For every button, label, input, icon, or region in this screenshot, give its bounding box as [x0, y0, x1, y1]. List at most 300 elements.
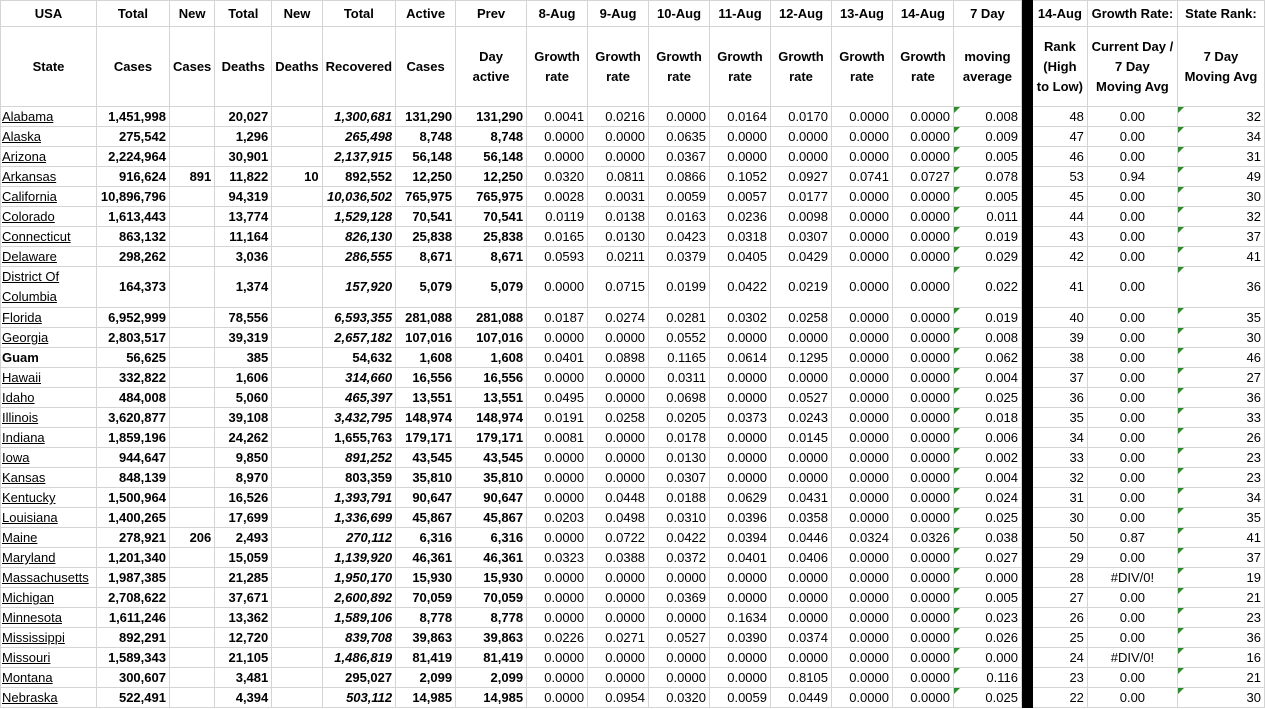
state-rank-cell[interactable]: 41 — [1177, 247, 1264, 267]
growth-rate-cell[interactable]: 0.0429 — [771, 247, 832, 267]
column-header[interactable]: Total — [96, 1, 169, 27]
growth-rate-cell[interactable]: 0.0000 — [831, 328, 892, 348]
growth-rate-cell[interactable]: 0.0000 — [710, 468, 771, 488]
column-header[interactable]: Day active — [456, 27, 527, 107]
moving-average-cell[interactable]: 0.005 — [953, 187, 1021, 207]
new-deaths-cell[interactable] — [272, 308, 322, 328]
column-header[interactable]: 10-Aug — [649, 1, 710, 27]
state-rank-cell[interactable]: 30 — [1177, 328, 1264, 348]
growth-rate-cell[interactable]: 0.0243 — [771, 408, 832, 428]
growth-rate-cell[interactable]: 0.0552 — [649, 328, 710, 348]
growth-rate-cell[interactable]: 0.0000 — [831, 428, 892, 448]
growth-rate-cell[interactable]: 0.0000 — [710, 388, 771, 408]
total-deaths-cell[interactable]: 21,285 — [215, 568, 272, 588]
ratio-cell[interactable]: #DIV/0! — [1087, 648, 1177, 668]
growth-rate-cell[interactable]: 0.0927 — [771, 167, 832, 187]
active-cases-cell[interactable]: 8,778 — [396, 608, 456, 628]
growth-rate-cell[interactable]: 0.0081 — [527, 428, 588, 448]
growth-rate-cell[interactable]: 0.0320 — [527, 167, 588, 187]
recovered-cell[interactable]: 2,657,182 — [322, 328, 395, 348]
new-cases-cell[interactable] — [169, 408, 214, 428]
state-rank-cell[interactable]: 23 — [1177, 448, 1264, 468]
active-cases-cell[interactable]: 81,419 — [396, 648, 456, 668]
growth-rate-cell[interactable]: 0.0326 — [892, 528, 953, 548]
new-cases-cell[interactable] — [169, 688, 214, 708]
rank-cell[interactable]: 23 — [1032, 668, 1087, 688]
state-rank-cell[interactable]: 27 — [1177, 368, 1264, 388]
total-deaths-cell[interactable]: 1,606 — [215, 368, 272, 388]
growth-rate-cell[interactable]: 0.0000 — [892, 588, 953, 608]
growth-rate-cell[interactable]: 0.0727 — [892, 167, 953, 187]
total-cases-cell[interactable]: 1,589,343 — [96, 648, 169, 668]
moving-average-cell[interactable]: 0.000 — [953, 568, 1021, 588]
growth-rate-cell[interactable]: 0.0311 — [649, 368, 710, 388]
recovered-cell[interactable]: 1,486,819 — [322, 648, 395, 668]
ratio-cell[interactable]: 0.00 — [1087, 588, 1177, 608]
growth-rate-cell[interactable]: 0.0401 — [527, 348, 588, 368]
column-header[interactable]: 11-Aug — [710, 1, 771, 27]
recovered-cell[interactable]: 295,027 — [322, 668, 395, 688]
new-deaths-cell[interactable] — [272, 488, 322, 508]
moving-average-cell[interactable]: 0.000 — [953, 648, 1021, 668]
total-cases-cell[interactable]: 300,607 — [96, 668, 169, 688]
state-cell[interactable]: Minnesota — [1, 608, 97, 628]
rank-cell[interactable]: 42 — [1032, 247, 1087, 267]
state-rank-cell[interactable]: 35 — [1177, 308, 1264, 328]
growth-rate-cell[interactable]: 0.0000 — [588, 608, 649, 628]
growth-rate-cell[interactable]: 0.0000 — [831, 247, 892, 267]
state-cell[interactable]: Indiana — [1, 428, 97, 448]
new-cases-cell[interactable] — [169, 548, 214, 568]
new-cases-cell[interactable] — [169, 187, 214, 207]
growth-rate-cell[interactable]: 0.0367 — [649, 147, 710, 167]
growth-rate-cell[interactable]: 0.0130 — [649, 448, 710, 468]
recovered-cell[interactable]: 1,300,681 — [322, 107, 395, 127]
growth-rate-cell[interactable]: 0.0119 — [527, 207, 588, 227]
new-deaths-cell[interactable] — [272, 408, 322, 428]
recovered-cell[interactable]: 265,498 — [322, 127, 395, 147]
prev-active-cell[interactable]: 131,290 — [456, 107, 527, 127]
column-header[interactable]: Recovered — [322, 27, 395, 107]
growth-rate-cell[interactable]: 0.0000 — [892, 688, 953, 708]
prev-active-cell[interactable]: 70,541 — [456, 207, 527, 227]
recovered-cell[interactable]: 1,393,791 — [322, 488, 395, 508]
state-rank-cell[interactable]: 30 — [1177, 187, 1264, 207]
state-cell[interactable]: Georgia — [1, 328, 97, 348]
moving-average-cell[interactable]: 0.025 — [953, 508, 1021, 528]
state-rank-cell[interactable]: 36 — [1177, 267, 1264, 308]
new-cases-cell[interactable] — [169, 648, 214, 668]
growth-rate-cell[interactable]: 0.0396 — [710, 508, 771, 528]
growth-rate-cell[interactable]: 0.0372 — [649, 548, 710, 568]
total-deaths-cell[interactable]: 3,036 — [215, 247, 272, 267]
growth-rate-cell[interactable]: 0.0219 — [771, 267, 832, 308]
column-header[interactable]: 12-Aug — [771, 1, 832, 27]
new-deaths-cell[interactable] — [272, 247, 322, 267]
growth-rate-cell[interactable]: 0.0635 — [649, 127, 710, 147]
growth-rate-cell[interactable]: 0.0379 — [649, 247, 710, 267]
column-header[interactable]: Cases — [96, 27, 169, 107]
state-rank-cell[interactable]: 37 — [1177, 548, 1264, 568]
column-header[interactable]: Current Day / 7 Day Moving Avg — [1087, 27, 1177, 107]
growth-rate-cell[interactable]: 0.1165 — [649, 348, 710, 368]
prev-active-cell[interactable]: 281,088 — [456, 308, 527, 328]
total-cases-cell[interactable]: 916,624 — [96, 167, 169, 187]
new-deaths-cell[interactable] — [272, 608, 322, 628]
growth-rate-cell[interactable]: 0.0000 — [527, 328, 588, 348]
moving-average-cell[interactable]: 0.024 — [953, 488, 1021, 508]
state-rank-cell[interactable]: 21 — [1177, 588, 1264, 608]
state-rank-cell[interactable]: 23 — [1177, 608, 1264, 628]
total-deaths-cell[interactable]: 39,319 — [215, 328, 272, 348]
new-deaths-cell[interactable] — [272, 147, 322, 167]
total-cases-cell[interactable]: 1,613,443 — [96, 207, 169, 227]
state-rank-cell[interactable]: 33 — [1177, 408, 1264, 428]
state-cell[interactable]: Colorado — [1, 207, 97, 227]
state-rank-cell[interactable]: 16 — [1177, 648, 1264, 668]
growth-rate-cell[interactable]: 0.0098 — [771, 207, 832, 227]
column-header[interactable]: 13-Aug — [831, 1, 892, 27]
new-cases-cell[interactable]: 891 — [169, 167, 214, 187]
column-header[interactable]: Deaths — [272, 27, 322, 107]
total-cases-cell[interactable]: 56,625 — [96, 348, 169, 368]
growth-rate-cell[interactable]: 0.0165 — [527, 227, 588, 247]
total-deaths-cell[interactable]: 11,164 — [215, 227, 272, 247]
recovered-cell[interactable]: 465,397 — [322, 388, 395, 408]
new-deaths-cell[interactable] — [272, 668, 322, 688]
growth-rate-cell[interactable]: 0.0000 — [710, 568, 771, 588]
new-deaths-cell[interactable] — [272, 127, 322, 147]
state-rank-cell[interactable]: 30 — [1177, 688, 1264, 708]
total-deaths-cell[interactable]: 37,671 — [215, 588, 272, 608]
recovered-cell[interactable]: 3,432,795 — [322, 408, 395, 428]
growth-rate-cell[interactable]: 0.0000 — [588, 388, 649, 408]
new-cases-cell[interactable] — [169, 388, 214, 408]
growth-rate-cell[interactable]: 0.0000 — [831, 488, 892, 508]
growth-rate-cell[interactable]: 0.0000 — [588, 368, 649, 388]
growth-rate-cell[interactable]: 0.0000 — [892, 668, 953, 688]
ratio-cell[interactable]: 0.00 — [1087, 668, 1177, 688]
growth-rate-cell[interactable]: 0.0000 — [710, 448, 771, 468]
growth-rate-cell[interactable]: 0.0000 — [527, 488, 588, 508]
moving-average-cell[interactable]: 0.005 — [953, 588, 1021, 608]
ratio-cell[interactable]: 0.87 — [1087, 528, 1177, 548]
prev-active-cell[interactable]: 15,930 — [456, 568, 527, 588]
total-deaths-cell[interactable]: 30,901 — [215, 147, 272, 167]
moving-average-cell[interactable]: 0.026 — [953, 628, 1021, 648]
growth-rate-cell[interactable]: 0.0318 — [710, 227, 771, 247]
new-deaths-cell[interactable] — [272, 328, 322, 348]
prev-active-cell[interactable]: 90,647 — [456, 488, 527, 508]
total-cases-cell[interactable]: 10,896,796 — [96, 187, 169, 207]
growth-rate-cell[interactable]: 0.0205 — [649, 408, 710, 428]
state-rank-cell[interactable]: 46 — [1177, 348, 1264, 368]
column-header[interactable]: Growth rate — [588, 27, 649, 107]
state-rank-cell[interactable]: 36 — [1177, 628, 1264, 648]
active-cases-cell[interactable]: 6,316 — [396, 528, 456, 548]
new-cases-cell[interactable] — [169, 468, 214, 488]
growth-rate-cell[interactable]: 0.0000 — [892, 488, 953, 508]
prev-active-cell[interactable]: 70,059 — [456, 588, 527, 608]
recovered-cell[interactable]: 503,112 — [322, 688, 395, 708]
growth-rate-cell[interactable]: 0.0000 — [527, 588, 588, 608]
new-cases-cell[interactable] — [169, 428, 214, 448]
total-cases-cell[interactable]: 1,201,340 — [96, 548, 169, 568]
new-deaths-cell[interactable] — [272, 388, 322, 408]
total-deaths-cell[interactable]: 16,526 — [215, 488, 272, 508]
column-header[interactable]: 7 Day — [953, 1, 1021, 27]
ratio-cell[interactable]: #DIV/0! — [1087, 568, 1177, 588]
growth-rate-cell[interactable]: 0.0059 — [649, 187, 710, 207]
ratio-cell[interactable]: 0.00 — [1087, 147, 1177, 167]
growth-rate-cell[interactable]: 0.0000 — [831, 448, 892, 468]
growth-rate-cell[interactable]: 0.0449 — [771, 688, 832, 708]
prev-active-cell[interactable]: 16,556 — [456, 368, 527, 388]
growth-rate-cell[interactable]: 0.0170 — [771, 107, 832, 127]
total-deaths-cell[interactable]: 1,374 — [215, 267, 272, 308]
active-cases-cell[interactable]: 46,361 — [396, 548, 456, 568]
growth-rate-cell[interactable]: 0.0527 — [649, 628, 710, 648]
total-cases-cell[interactable]: 1,451,998 — [96, 107, 169, 127]
growth-rate-cell[interactable]: 0.0000 — [892, 348, 953, 368]
rank-cell[interactable]: 33 — [1032, 448, 1087, 468]
total-cases-cell[interactable]: 2,224,964 — [96, 147, 169, 167]
growth-rate-cell[interactable]: 0.0000 — [588, 147, 649, 167]
growth-rate-cell[interactable]: 0.0188 — [649, 488, 710, 508]
new-deaths-cell[interactable] — [272, 588, 322, 608]
growth-rate-cell[interactable]: 0.0866 — [649, 167, 710, 187]
growth-rate-cell[interactable]: 0.0722 — [588, 528, 649, 548]
ratio-cell[interactable]: 0.00 — [1087, 348, 1177, 368]
growth-rate-cell[interactable]: 0.0000 — [892, 448, 953, 468]
growth-rate-cell[interactable]: 0.0000 — [588, 328, 649, 348]
ratio-cell[interactable]: 0.00 — [1087, 548, 1177, 568]
growth-rate-cell[interactable]: 0.0324 — [831, 528, 892, 548]
prev-active-cell[interactable]: 46,361 — [456, 548, 527, 568]
moving-average-cell[interactable]: 0.002 — [953, 448, 1021, 468]
growth-rate-cell[interactable]: 0.0000 — [771, 468, 832, 488]
moving-average-cell[interactable]: 0.023 — [953, 608, 1021, 628]
growth-rate-cell[interactable]: 0.0000 — [831, 648, 892, 668]
active-cases-cell[interactable]: 2,099 — [396, 668, 456, 688]
new-deaths-cell[interactable] — [272, 227, 322, 247]
growth-rate-cell[interactable]: 0.0000 — [771, 328, 832, 348]
growth-rate-cell[interactable]: 0.0369 — [649, 588, 710, 608]
total-deaths-cell[interactable]: 12,720 — [215, 628, 272, 648]
total-cases-cell[interactable]: 2,803,517 — [96, 328, 169, 348]
total-deaths-cell[interactable]: 3,481 — [215, 668, 272, 688]
column-header[interactable]: Cases — [169, 27, 214, 107]
state-cell[interactable]: Nebraska — [1, 688, 97, 708]
growth-rate-cell[interactable]: 0.0000 — [892, 127, 953, 147]
growth-rate-cell[interactable]: 0.0000 — [771, 588, 832, 608]
state-cell[interactable]: Missouri — [1, 648, 97, 668]
growth-rate-cell[interactable]: 0.0000 — [527, 648, 588, 668]
growth-rate-cell[interactable]: 0.0000 — [831, 548, 892, 568]
growth-rate-cell[interactable]: 0.0000 — [771, 147, 832, 167]
growth-rate-cell[interactable]: 0.0000 — [831, 568, 892, 588]
growth-rate-cell[interactable]: 0.0000 — [771, 648, 832, 668]
moving-average-cell[interactable]: 0.116 — [953, 668, 1021, 688]
growth-rate-cell[interactable]: 0.0271 — [588, 628, 649, 648]
total-cases-cell[interactable]: 484,008 — [96, 388, 169, 408]
active-cases-cell[interactable]: 179,171 — [396, 428, 456, 448]
growth-rate-cell[interactable]: 0.0614 — [710, 348, 771, 368]
new-deaths-cell[interactable]: 10 — [272, 167, 322, 187]
ratio-cell[interactable]: 0.00 — [1087, 508, 1177, 528]
growth-rate-cell[interactable]: 0.0000 — [710, 147, 771, 167]
growth-rate-cell[interactable]: 0.0000 — [892, 267, 953, 308]
ratio-cell[interactable]: 0.00 — [1087, 628, 1177, 648]
total-deaths-cell[interactable]: 4,394 — [215, 688, 272, 708]
moving-average-cell[interactable]: 0.029 — [953, 247, 1021, 267]
total-cases-cell[interactable]: 1,611,246 — [96, 608, 169, 628]
recovered-cell[interactable]: 839,708 — [322, 628, 395, 648]
growth-rate-cell[interactable]: 0.0422 — [649, 528, 710, 548]
moving-average-cell[interactable]: 0.025 — [953, 388, 1021, 408]
growth-rate-cell[interactable]: 0.0000 — [831, 308, 892, 328]
growth-rate-cell[interactable]: 0.0000 — [892, 187, 953, 207]
new-cases-cell[interactable] — [169, 448, 214, 468]
recovered-cell[interactable]: 54,632 — [322, 348, 395, 368]
column-header[interactable]: Total — [322, 1, 395, 27]
prev-active-cell[interactable]: 12,250 — [456, 167, 527, 187]
growth-rate-cell[interactable]: 0.0000 — [771, 608, 832, 628]
column-header[interactable]: Growth Rate: — [1087, 1, 1177, 27]
growth-rate-cell[interactable]: 0.0000 — [892, 247, 953, 267]
growth-rate-cell[interactable]: 0.0177 — [771, 187, 832, 207]
active-cases-cell[interactable]: 5,079 — [396, 267, 456, 308]
prev-active-cell[interactable]: 35,810 — [456, 468, 527, 488]
active-cases-cell[interactable]: 281,088 — [396, 308, 456, 328]
growth-rate-cell[interactable]: 0.0258 — [588, 408, 649, 428]
growth-rate-cell[interactable]: 0.0401 — [710, 548, 771, 568]
moving-average-cell[interactable]: 0.027 — [953, 548, 1021, 568]
growth-rate-cell[interactable]: 0.0000 — [831, 127, 892, 147]
moving-average-cell[interactable]: 0.006 — [953, 428, 1021, 448]
recovered-cell[interactable]: 826,130 — [322, 227, 395, 247]
state-cell[interactable]: Alaska — [1, 127, 97, 147]
prev-active-cell[interactable]: 1,608 — [456, 348, 527, 368]
active-cases-cell[interactable]: 56,148 — [396, 147, 456, 167]
growth-rate-cell[interactable]: 0.0236 — [710, 207, 771, 227]
growth-rate-cell[interactable]: 0.0258 — [771, 308, 832, 328]
column-header[interactable]: Growth rate — [710, 27, 771, 107]
growth-rate-cell[interactable]: 0.0000 — [527, 608, 588, 628]
prev-active-cell[interactable]: 8,671 — [456, 247, 527, 267]
growth-rate-cell[interactable]: 0.0138 — [588, 207, 649, 227]
growth-rate-cell[interactable]: 0.0000 — [588, 468, 649, 488]
growth-rate-cell[interactable]: 0.0000 — [892, 227, 953, 247]
new-deaths-cell[interactable] — [272, 267, 322, 308]
growth-rate-cell[interactable]: 0.0000 — [831, 187, 892, 207]
state-rank-cell[interactable]: 37 — [1177, 227, 1264, 247]
new-deaths-cell[interactable] — [272, 368, 322, 388]
new-cases-cell[interactable] — [169, 227, 214, 247]
total-deaths-cell[interactable]: 5,060 — [215, 388, 272, 408]
growth-rate-cell[interactable]: 0.0527 — [771, 388, 832, 408]
growth-rate-cell[interactable]: 0.1052 — [710, 167, 771, 187]
growth-rate-cell[interactable]: 0.0000 — [710, 328, 771, 348]
ratio-cell[interactable]: 0.00 — [1087, 207, 1177, 227]
state-cell[interactable]: Maryland — [1, 548, 97, 568]
new-cases-cell[interactable] — [169, 588, 214, 608]
column-header[interactable]: 8-Aug — [527, 1, 588, 27]
growth-rate-cell[interactable]: 0.0216 — [588, 107, 649, 127]
growth-rate-cell[interactable]: 0.0000 — [831, 227, 892, 247]
recovered-cell[interactable]: 157,920 — [322, 267, 395, 308]
total-cases-cell[interactable]: 863,132 — [96, 227, 169, 247]
recovered-cell[interactable]: 892,552 — [322, 167, 395, 187]
state-rank-cell[interactable]: 34 — [1177, 127, 1264, 147]
active-cases-cell[interactable]: 765,975 — [396, 187, 456, 207]
recovered-cell[interactable]: 1,950,170 — [322, 568, 395, 588]
growth-rate-cell[interactable]: 0.1295 — [771, 348, 832, 368]
total-cases-cell[interactable]: 1,400,265 — [96, 508, 169, 528]
growth-rate-cell[interactable]: 0.0495 — [527, 388, 588, 408]
total-deaths-cell[interactable]: 11,822 — [215, 167, 272, 187]
growth-rate-cell[interactable]: 0.0057 — [710, 187, 771, 207]
state-cell[interactable]: Massachusetts — [1, 568, 97, 588]
total-deaths-cell[interactable]: 1,296 — [215, 127, 272, 147]
state-cell[interactable]: Maine — [1, 528, 97, 548]
recovered-cell[interactable]: 1,655,763 — [322, 428, 395, 448]
growth-rate-cell[interactable]: 0.0307 — [649, 468, 710, 488]
active-cases-cell[interactable]: 148,974 — [396, 408, 456, 428]
growth-rate-cell[interactable]: 0.0000 — [588, 668, 649, 688]
state-rank-cell[interactable]: 32 — [1177, 107, 1264, 127]
growth-rate-cell[interactable]: 0.0000 — [892, 468, 953, 488]
new-cases-cell[interactable] — [169, 267, 214, 308]
state-rank-cell[interactable]: 36 — [1177, 388, 1264, 408]
rank-cell[interactable]: 46 — [1032, 147, 1087, 167]
growth-rate-cell[interactable]: 0.0000 — [771, 127, 832, 147]
growth-rate-cell[interactable]: 0.0281 — [649, 308, 710, 328]
total-cases-cell[interactable]: 2,708,622 — [96, 588, 169, 608]
recovered-cell[interactable]: 286,555 — [322, 247, 395, 267]
new-deaths-cell[interactable] — [272, 688, 322, 708]
total-cases-cell[interactable]: 848,139 — [96, 468, 169, 488]
growth-rate-cell[interactable]: 0.0000 — [831, 628, 892, 648]
rank-cell[interactable]: 25 — [1032, 628, 1087, 648]
rank-cell[interactable]: 40 — [1032, 308, 1087, 328]
growth-rate-cell[interactable]: 0.0698 — [649, 388, 710, 408]
growth-rate-cell[interactable]: 0.0388 — [588, 548, 649, 568]
growth-rate-cell[interactable]: 0.0000 — [710, 668, 771, 688]
active-cases-cell[interactable]: 107,016 — [396, 328, 456, 348]
total-cases-cell[interactable]: 278,921 — [96, 528, 169, 548]
total-cases-cell[interactable]: 164,373 — [96, 267, 169, 308]
growth-rate-cell[interactable]: 0.0178 — [649, 428, 710, 448]
moving-average-cell[interactable]: 0.038 — [953, 528, 1021, 548]
new-cases-cell[interactable] — [169, 568, 214, 588]
growth-rate-cell[interactable]: 0.0211 — [588, 247, 649, 267]
prev-active-cell[interactable]: 5,079 — [456, 267, 527, 308]
total-cases-cell[interactable]: 332,822 — [96, 368, 169, 388]
rank-cell[interactable]: 24 — [1032, 648, 1087, 668]
growth-rate-cell[interactable]: 0.0000 — [892, 328, 953, 348]
growth-rate-cell[interactable]: 0.0000 — [588, 448, 649, 468]
prev-active-cell[interactable]: 765,975 — [456, 187, 527, 207]
rank-cell[interactable]: 27 — [1032, 588, 1087, 608]
new-cases-cell[interactable] — [169, 668, 214, 688]
growth-rate-cell[interactable]: 0.0811 — [588, 167, 649, 187]
column-header[interactable]: Growth rate — [892, 27, 953, 107]
state-cell[interactable]: Connecticut — [1, 227, 97, 247]
rank-cell[interactable]: 45 — [1032, 187, 1087, 207]
growth-rate-cell[interactable]: 0.0423 — [649, 227, 710, 247]
growth-rate-cell[interactable]: 0.0000 — [892, 207, 953, 227]
